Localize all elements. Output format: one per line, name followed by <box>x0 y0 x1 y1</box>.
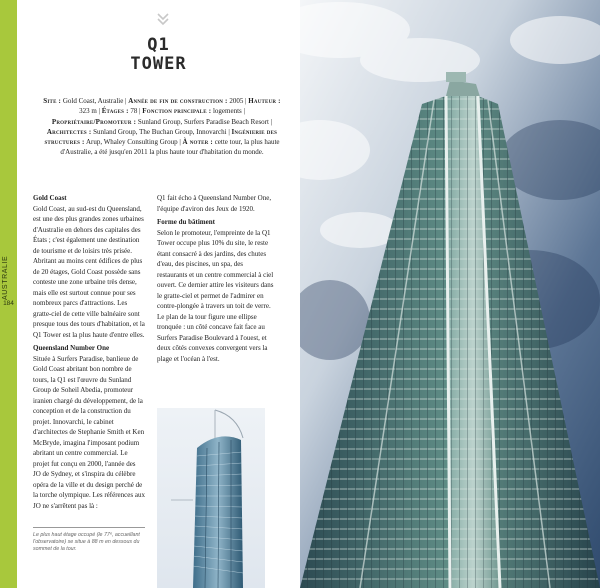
paragraph-rowing: Q1 fait écho à Queensland Number One, l'équipe d'aviron des Jeux de 1920. <box>157 194 272 213</box>
tower-detail-photo <box>157 408 265 588</box>
text-column-2 <box>157 193 275 367</box>
site-value: Gold Coast, Australie | <box>62 97 127 105</box>
fact-block <box>43 96 281 158</box>
architects-label: Architectes : <box>46 127 92 136</box>
section-heading-queensland: Queensland Number One <box>33 344 110 352</box>
title-line-1: Q1 <box>147 35 170 55</box>
tower-main-photo <box>300 0 600 588</box>
note-value: cette tour, la plus haute d'Australie, a été jusqu'en 2011 la plus haute tour d'habitation du monde. <box>60 138 280 157</box>
note-label: À noter : <box>182 138 213 147</box>
caption-rule <box>33 527 145 528</box>
chapter-label: AUSTRALIE <box>2 255 9 301</box>
height-label: Hauteur : <box>248 97 281 105</box>
engineers-label: Ingénierie des structures : <box>44 127 278 147</box>
chevron-down-icon <box>156 12 170 26</box>
section-heading-gold-coast: Gold Coast <box>33 194 67 202</box>
year-label: Année de fin de construction : <box>128 97 228 105</box>
owner-value: Sunland Group, Surfers Paradise Beach Resort | <box>137 117 273 126</box>
paragraph-queensland: Située à Surfers Paradise, banlieue de Gold Coast abritant bon nombre de tours, la Q1 est l'œuvre du Sunland Group de Soheil Abedia, promoteur iranien chargé du développement, de la conception et de la construction du projet. Innovarchi, le cabinet d'architectes de Stephanie Smith et Ken McBryde, imagina l'imposant podium abritant un centre commercial. Le projet fut conçu en 2000, l'année des JO de Sydney, et s'inspira du célèbre opéra de la ville et du design perché de la torche olympique. Les références aux JO ne s'arrêtent pas là : <box>33 354 145 510</box>
year-value: 2005 | <box>229 97 247 105</box>
height-value: 323 m | <box>79 107 100 116</box>
function-label: Fonction principale : <box>142 107 212 116</box>
owner-label: Propriétaire/Promoteur : <box>51 117 137 126</box>
paragraph-gold-coast: Gold Coast, au sud-est du Queensland, est une des plus grandes zones urbaines d'Australie en dehors des capitales des États ; c'est également une destination de tourisme et de loisirs très prisée. Abritant au moins cent édifices de plus de 20 étages, Gold Coast possède sans conteste une zone urbaine très dense, mais elle est surtout connue pour ses nombreux parcs d'attractions. Les gratte-ciel de cette ville balnéaire sont presque tous des tours d'habitation, et la Q1 Tower est la plus haute d'entre elles. <box>33 204 145 339</box>
section-heading-shape: Forme du bâtiment <box>157 218 215 226</box>
function-value: logements | <box>212 107 245 116</box>
floors-value: 78 | <box>130 107 141 116</box>
title-line-2: TOWER <box>130 54 187 74</box>
text-page <box>17 0 300 588</box>
page-number: 184 <box>3 300 14 307</box>
text-column-1 <box>33 193 145 514</box>
floors-label: Étages : <box>101 107 129 116</box>
paragraph-shape: Selon le promoteur, l'empreinte de la Q1 Tower occupe plus 10% du site, le reste étant consacré à des jardins, des chutes d'eau, des piscines, un spa, des restaurants et un centre commercial à ciel ouvert. Ce dernier attire les visiteurs dans le gratte-ciel et permet de l'admirer en contre-plongée à travers un toit de verre. Le plan de la tour figure une ellipse tronquée : un côté concave fait face au Surfers Paradise Boulevard à l'ouest, et deux côtés convexes convergent vers la plage et l'océan à l'est. <box>157 228 274 363</box>
page-title <box>17 36 300 74</box>
chapter-spine <box>0 0 17 588</box>
engineers-value: Arup, Whaley Consulting Group | <box>85 138 181 147</box>
architects-value: Sunland Group, The Buchan Group, Innovarchi | <box>93 127 230 136</box>
photo-caption: Le plus haut étage occupé (le 77ᵉ, accueillant l'observatoire) se situe à 88 m en dessous du sommet de la tour. <box>33 532 140 553</box>
site-label: Site : <box>43 97 62 105</box>
